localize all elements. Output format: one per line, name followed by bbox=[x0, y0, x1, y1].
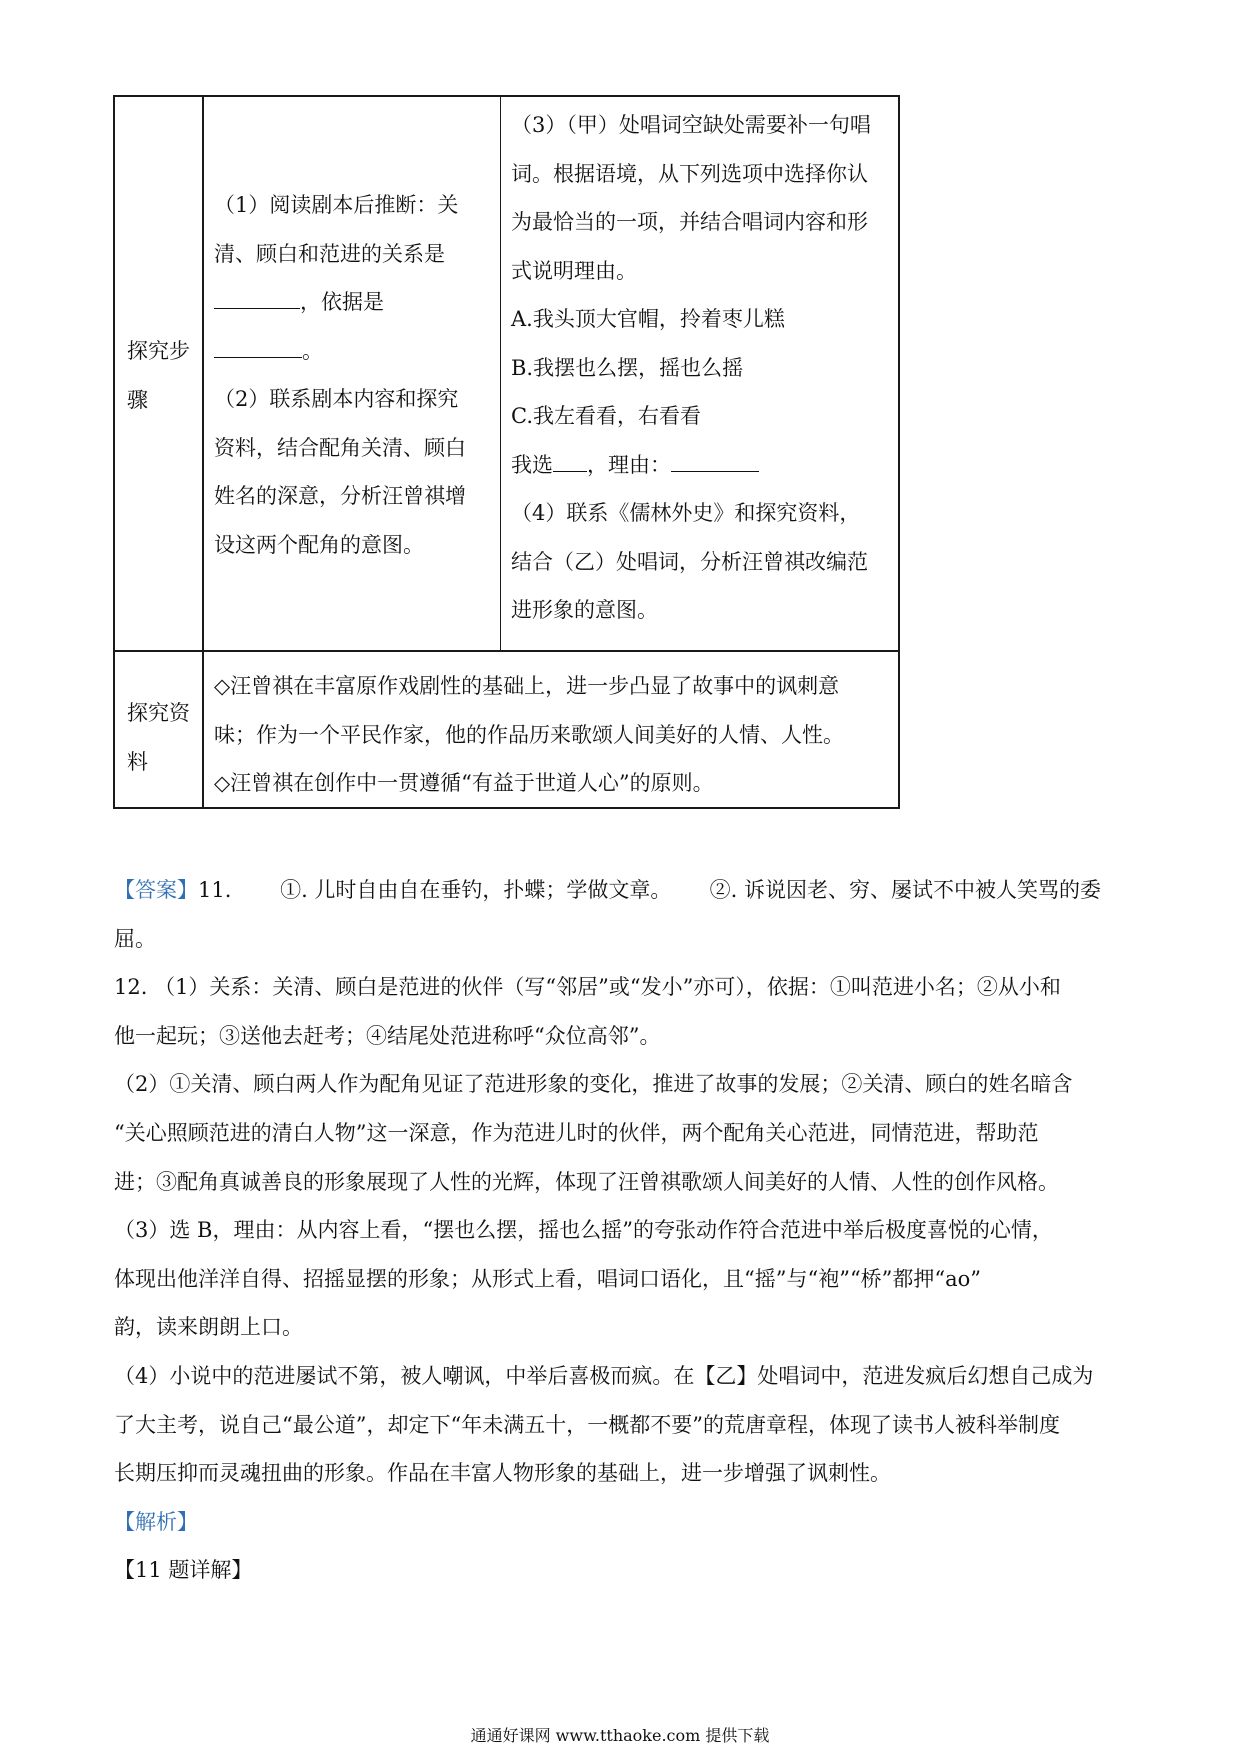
text-line: 资料，结合配角关清、顾白 bbox=[214, 435, 466, 460]
answer-q11-line1: 【答案】11. ①. 儿时自由自在垂钓，扑蝶；学做文章。 ②. 诉说因老、穷、屡试不中被人笑骂的委 bbox=[114, 878, 1101, 902]
answer-blank bbox=[214, 285, 300, 309]
option-a: A.我头顶大官帽，拎着枣儿糕 bbox=[511, 307, 785, 331]
text-line: （1）阅读剧本后推断：关 bbox=[214, 193, 459, 217]
text-line: ◇汪曾祺在丰富原作戏剧性的基础上，进一步凸显了故事中的讽刺意 bbox=[214, 674, 840, 698]
table-divider-col1 bbox=[202, 97, 204, 809]
steps-questions-1-2 bbox=[214, 181, 466, 569]
text-line: 我选 ，理由： bbox=[511, 441, 871, 490]
table-divider-row1 bbox=[115, 650, 898, 652]
inquiry-materials bbox=[214, 662, 844, 808]
answer-q12-line: 进；③配角真诚善良的形象展现了人性的光辉，体现了汪曾祺歌颂人间美好的人情、人性的创作风格。 bbox=[114, 1169, 1059, 1194]
text-line: 。 bbox=[214, 327, 466, 376]
answer-q12-line: 他一起玩；③送他去赶考；④结尾处范进称呼“众位高邻”。 bbox=[114, 1023, 661, 1048]
text-line: ◇汪曾祺在创作中一贯遵循“有益于世道人心”的原则。 bbox=[214, 771, 714, 795]
table-divider-col2 bbox=[500, 97, 501, 650]
steps-questions-3-4 bbox=[511, 101, 871, 635]
text-line: 姓名的深意，分析汪曾祺增 bbox=[214, 484, 466, 508]
answer-tag: 【答案】 bbox=[114, 878, 198, 902]
answer-blank bbox=[671, 447, 759, 471]
analysis-subheading: 【11 题详解】 bbox=[114, 1558, 253, 1583]
answer-q12-line: （2）①关清、顾白两人作为配角见证了范进形象的变化，推进了故事的发展；②关清、顾白的姓名暗含 bbox=[114, 1072, 1073, 1097]
answer-q12-line: （4）小说中的范进屡试不第，被人嘲讽，中举后喜极而疯。在【乙】处唱词中，范进发疯后幻想自己成为 bbox=[114, 1363, 1094, 1388]
label-inquiry-materials: 探究资料 bbox=[127, 701, 190, 774]
text-line: 设这两个配角的意图。 bbox=[214, 532, 424, 557]
answer-q12-line: “关心照顾范进的清白人物”这一深意，作为范进儿时的伙伴，两个配角关心范进，同情范进，帮助范 bbox=[114, 1120, 1039, 1145]
option-b: B.我摆也么摆，摇也么摇 bbox=[511, 355, 744, 380]
text-line: 词。根据语境，从下列选项中选择你认 bbox=[511, 161, 868, 186]
answer-q12-line: 韵，读来朗朗上口。 bbox=[114, 1315, 303, 1340]
label-inquiry-steps: 探究步骤 bbox=[127, 339, 190, 412]
text-line: 为最恰当的一项，并结合唱词内容和形 bbox=[511, 210, 868, 234]
analysis-tag: 【解析】 bbox=[114, 1509, 198, 1534]
text-line: ，依据是 bbox=[214, 278, 466, 327]
answer-blank bbox=[553, 447, 587, 471]
answer-section bbox=[114, 866, 1134, 1595]
answer-q12-line: 12. （1）关系：关清、顾白是范进的伙伴（写“邻居”或“发小”亦可），依据：①叫范进小名；②从小和 bbox=[114, 975, 1061, 1000]
page-footer: 通通好课网 www.tthaoke.com 提供下载 bbox=[470, 1726, 770, 1745]
text-line: 清、顾白和范进的关系是 bbox=[214, 241, 445, 266]
option-c: C.我左看看，右看看 bbox=[511, 404, 701, 428]
text-line: 味；作为一个平民作家，他的作品历来歌颂人间美好的人情、人性。 bbox=[214, 722, 844, 747]
answer-q12-line: （3）选 B，理由：从内容上看，“摆也么摆，摇也么摇”的夸张动作符合范进中举后极度喜悦的心情， bbox=[114, 1218, 1053, 1243]
text-line: 式说明理由。 bbox=[511, 258, 637, 283]
inquiry-table bbox=[113, 95, 900, 809]
text-line: 进形象的意图。 bbox=[511, 598, 658, 622]
answer-q12-line: 了大主考，说自己“最公道”，却定下“年未满五十，一概都不要”的荒唐章程，体现了读书人被科举制度 bbox=[114, 1412, 1060, 1437]
text-line: （4）联系《儒林外史》和探究资料， bbox=[511, 501, 861, 525]
text-line: （2）联系剧本内容和探究 bbox=[214, 387, 459, 411]
answer-blank bbox=[214, 333, 302, 357]
text-line: （3）（甲）处唱词空缺处需要补一句唱 bbox=[511, 113, 871, 137]
text-line: 结合（乙）处唱词，分析汪曾祺改编范 bbox=[511, 549, 868, 574]
answer-q12-line: 长期压抑而灵魂扭曲的形象。作品在丰富人物形象的基础上，进一步增强了讽刺性。 bbox=[114, 1461, 891, 1486]
answer-q12-line: 体现出他洋洋自得、招摇显摆的形象；从形式上看，唱词口语化，且“摇”与“袍”“桥”都押“ao” bbox=[114, 1266, 982, 1291]
answer-q11-line2: 屈。 bbox=[114, 926, 156, 951]
